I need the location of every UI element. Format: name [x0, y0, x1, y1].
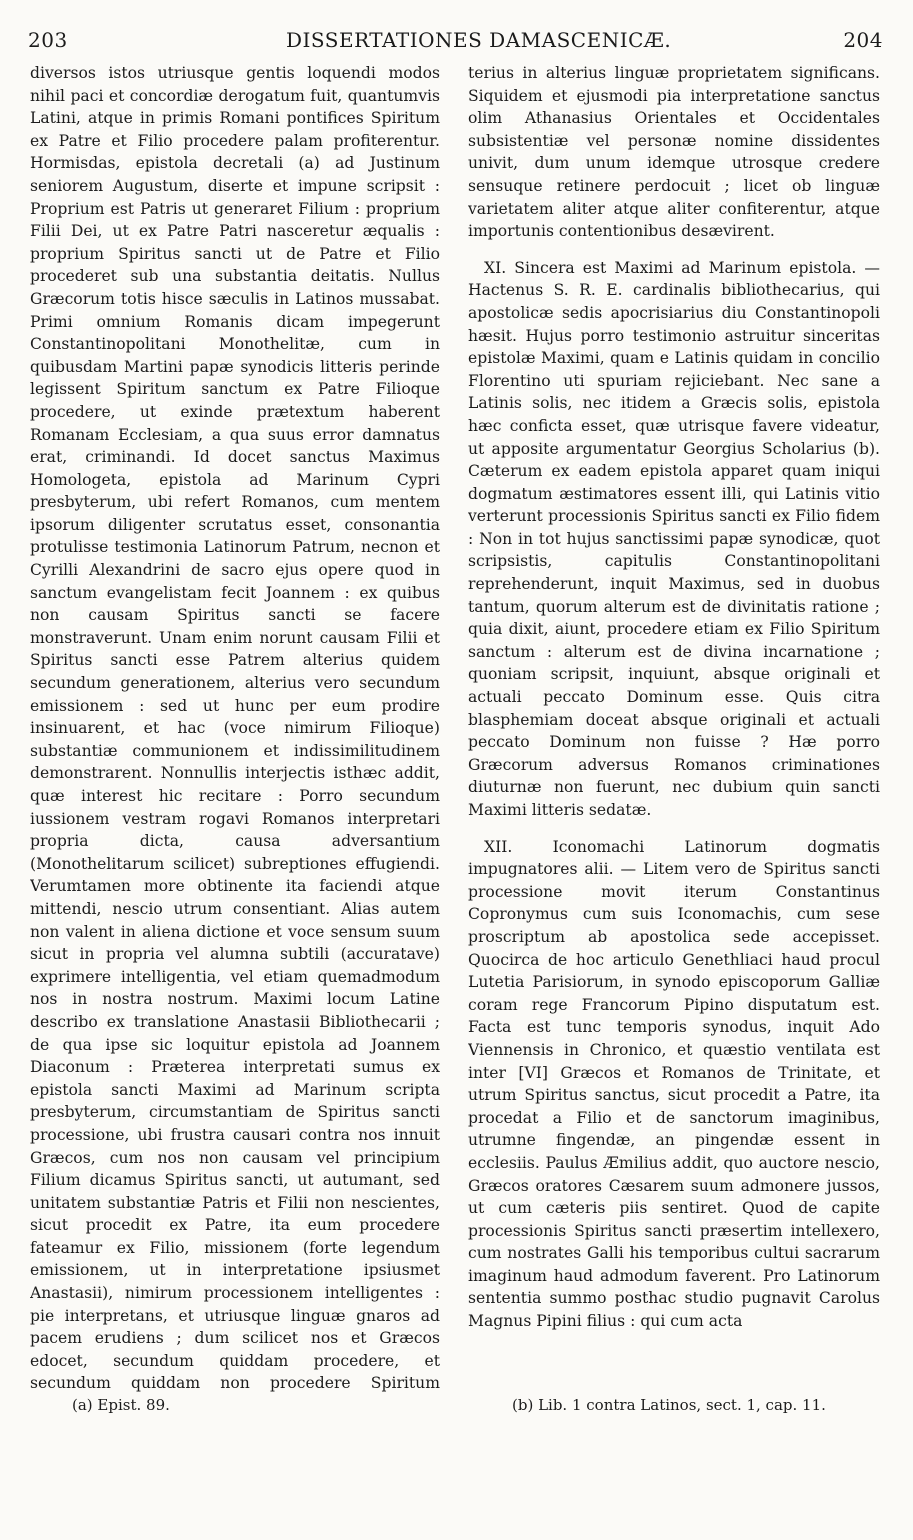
footnote-a: (a) Epist. 89. [72, 1396, 170, 1414]
left-paragraph-1: diversos istos utriusque gentis loquendi modos nihil paci et concordiæ derogatum fuit, quantumvis Latini, atque in primis Romani pontifices Spiritum ex Patre et Filio procedere palam profiterentur. Hormisdas, epistola decretali (a) ad Justinum seniorem Augustum, diserte et impune scripsit : Proprium est Patris ut generaret Filium : proprium Filii Dei, ut ex Patre Patri nasceretur æqualis : proprium Spiritus sancti ut de Patre et Filio procederet sub una substantia deitatis. Nullus Græcorum totis hisce sæculis in Latinos mussabat. Primi omnium Romanis dicam impegerunt Constantinopolitani Monothelitæ, cum in quibusdam Martini papæ synodicis litteris perinde legissent Spiritum sanctum ex Patre Filioque procedere, ut exinde prætextum haberent Romanam Ecclesiam, a qua suus error damnatus erat, criminandi. Id docet sanctus Maximus Homologeta, epistola ad Marinum Cypri presbyterum, ubi refert Romanos, cum mentem ipsorum diligenter scrutatus esset, consonantia protulisse testimonia Latinorum Patrum, necnon et Cyrilli Alexandrini de sacro ejus opere quod in sanctum evangelistam fecit Joannem : ex quibus non causam Spiritus sancti se facere monstraverunt. Unam enim norunt causam Filii et Spiritus sancti esse Patrem alterius quidem secundum generationem, alterius vero secundum emissionem : sed ut hunc per eum prodire insinuarent, et hac (voce nimirum Filioque) substantiæ communionem et indissimilitudinem demonstrarent. Nonnullis interjectis isthæc addit, quæ interest hic recitare : Porro secundum iussionem vestram rogavi Romanos interpretari propria dicta, causa adversantium (Monothelitarum scilicet) subreptiones effugiendi. Verumtamen more obtinente ita faciendi atque mittendi, nescio utrum consentiant. Alias autem non valent in aliena dictione et voce sensum suum sicut in propria vel alumna subtili (accuratave) exprimere intelligentia, vel etiam quemadmodum nos in nostra nostrum. Maximi locum Latine describo ex translatione Anastasii Bibliothecarii ; de qua ipse sic loquitur epistola ad Joannem Diaconum : Præterea interpretati sumus ex epistola sancti Maximi ad Marinum scripta presbyterum, circumstantiam de Spiritus sancti processione, ubi frustra causari contra nos innuit Græcos, cum nos non causam vel principium Filium dicamus Spiritus sancti, ut autumant, sed unitatem substantiæ Patris et Filii non nescientes, sicut procedit ex Patre, ita eum procedere fateamur ex Filio, missionem (forte legendum emissionem, ut in interpretatione ipsiusmet Anastasii), nimirum processionem intelligentes : pie interpretans, et utriusque linguæ gnaros ad pacem erudiens ; dum scilicet nos et Græcos edocet, secundum quiddam procedere, et secundum quiddam non procedere Spiritum [30, 64, 440, 1392]
page-header [28, 28, 883, 58]
right-column [468, 62, 880, 1392]
page-number-right: 204 [843, 28, 883, 52]
page-number-left: 203 [28, 28, 68, 52]
right-paragraph-1: terius in alterius linguæ proprietatem significans. Siquidem et ejusmodi pia interpretatione sanctus olim Athanasius Orientales et Occidentales subsistentiæ vel personæ nomine dissidentes univit, dum unum idemque utrosque credere sensuque retinere perdocuit ; licet ob linguæ varietatem aliter atque aliter confiterentur, atque importunis contentionibus desævirent. [468, 64, 880, 241]
running-title: DISSERTATIONES DAMASCENICÆ. [286, 28, 672, 52]
left-column [30, 62, 440, 1392]
footnote-b: (b) Lib. 1 contra Latinos, sect. 1, cap. 11. [512, 1396, 826, 1414]
section-xii-paragraph: XII. Iconomachi Latinorum dogmatis impugnatores alii. — Litem vero de Spiritus sancti processione movit iterum Constantinus Copronymus cum suis Iconomachis, cum sese proscriptum ab apostolica sede accepisset. Quocirca de hoc articulo Genethliaci haud procul Lutetia Parisiorum, in synodo episcoporum Galliæ coram rege Francorum Pipino disputatum est. Facta est tunc temporis synodus, inquit Ado Viennensis in Chronico, et quæstio ventilata est inter [VI] Græcos et Romanos de Trinitate, et utrum Spiritus sanctus, sicut procedit a Patre, ita procedat a Filio et de sanctorum imaginibus, utrumne fingendæ, an pingendæ essent in ecclesiis. Paulus Æmilius addit, quo auctore nescio, Græcos oratores Cæsarem suum admonere jussos, ut cum cæteris piis sentiret. Quod de capite processionis Spiritus sancti præsertim intellexero, cum nostrates Galli his temporibus cultui sacrarum imaginum haud admodum faverent. Pro Latinorum sententia summo posthac studio pugnavit Carolus Magnus Pipini filius : qui cum acta [468, 837, 880, 1331]
section-xi-paragraph: XI. Sincera est Maximi ad Marinum epistola. — Hactenus S. R. E. cardinalis bibliothecarius, qui apostolicæ sedis apocrisiarius diu Constantinopoli hæsit. Hujus porro testimonio astruitur sinceritas epistolæ Maximi, quam e Latinis quidam in concilio Florentino uti spuriam rejiciebant. Nec sane a Latinis solis, nec itidem a Græcis solis, epistola hæc conficta esset, quæ utrisque favere videatur, ut apposite argumentatur Georgius Scholarius (b). Cæterum ex eadem epistola apparet quam iniqui dogmatum æstimatores essent illi, qui Latinis vitio verterunt processionis Spiritus sancti ex Filio fidem : Non in tot hujus sanctissimi papæ synodicæ, quot scripsistis, capitulis Constantinopolitani reprehenderunt, inquit Maximus, sed in duobus tantum, quorum alterum est de divinitatis ratione ; quia dixit, aiunt, procedere etiam ex Filio Spiritum sanctum : alterum est de divina incarnatione ; quoniam scripsit, inquiunt, absque originali et actuali peccato Dominum esse. Quis citra blasphemiam doceat absque originali et actuali peccato Dominum non fuisse ? Hæ porro Græcorum adversus Romanos criminationes diuturnæ non fuerunt, nec dubium quin sancti Maximi litteris sedatæ. [468, 258, 880, 819]
